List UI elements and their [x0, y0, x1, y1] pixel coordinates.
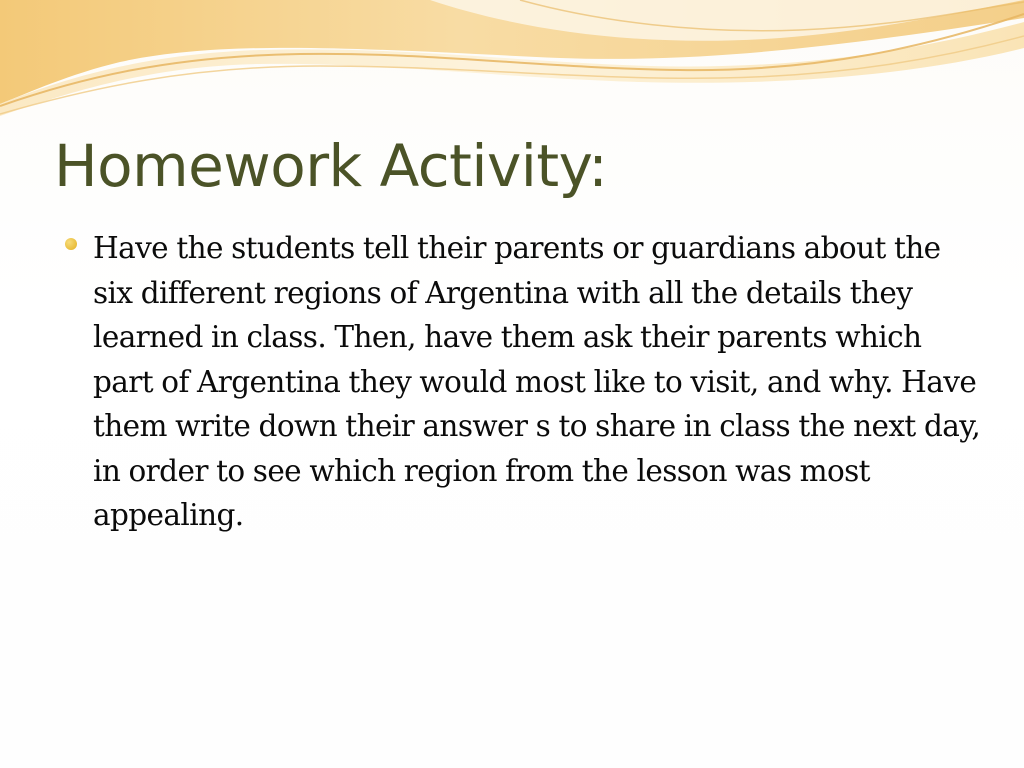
bullet-dot-icon — [65, 238, 77, 250]
slide-title: Homework Activity: — [54, 132, 608, 200]
decorative-header-wave — [0, 0, 1024, 130]
bullet-text: Have the students tell their parents or guardians about the six different regions of Argentina with all the details they learned in class. Then, have them ask their parents which part of Argentina they would most like to visit, and why. Have them write down their answer s to share in class the next day, in order to see which region from the lesson was most appealing. — [93, 231, 981, 532]
bullet-list — [62, 226, 982, 538]
bullet-item — [62, 226, 982, 538]
